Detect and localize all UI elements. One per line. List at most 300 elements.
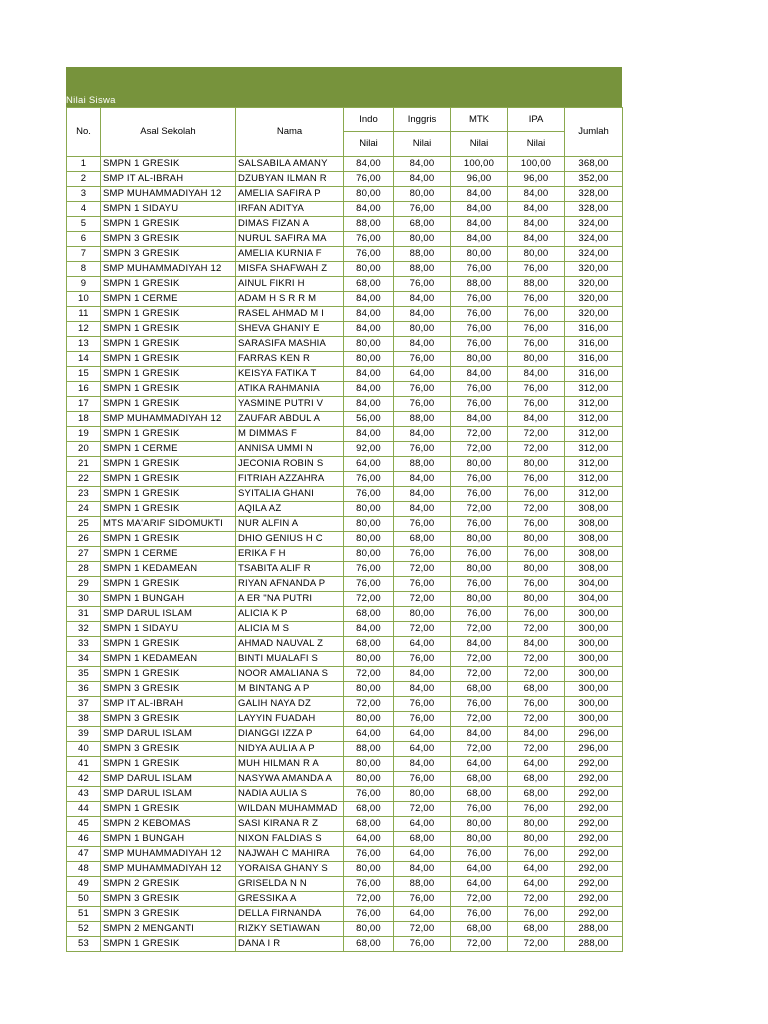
cell-mtk: 72,00 [451,742,508,757]
cell-no: 34 [67,652,101,667]
cell-name: MUH HILMAN R A [236,757,344,772]
cell-no: 40 [67,742,101,757]
cell-no: 32 [67,622,101,637]
cell-indo: 68,00 [344,607,394,622]
cell-ipa: 64,00 [508,862,565,877]
cell-no: 18 [67,412,101,427]
cell-no: 11 [67,307,101,322]
cell-mtk: 84,00 [451,367,508,382]
cell-no: 33 [67,637,101,652]
cell-no: 30 [67,592,101,607]
cell-school: SMPN 1 GRESIK [101,367,236,382]
cell-name: NAJWAH C MAHIRA [236,847,344,862]
cell-total: 296,00 [565,727,623,742]
cell-no: 52 [67,922,101,937]
cell-inggris: 76,00 [394,277,451,292]
cell-indo: 80,00 [344,862,394,877]
cell-name: M BINTANG A P [236,682,344,697]
cell-ipa: 72,00 [508,742,565,757]
cell-name: NUR ALFIN A [236,517,344,532]
cell-total: 324,00 [565,217,623,232]
cell-indo: 72,00 [344,592,394,607]
cell-school: SMP DARUL ISLAM [101,787,236,802]
cell-indo: 80,00 [344,187,394,202]
cell-total: 292,00 [565,877,623,892]
cell-mtk: 72,00 [451,502,508,517]
cell-school: SMPN 2 KEBOMAS [101,817,236,832]
cell-name: GRESSIKA A [236,892,344,907]
cell-total: 312,00 [565,472,623,487]
cell-name: RASEL AHMAD M I [236,307,344,322]
table-row [67,172,623,187]
cell-ipa: 68,00 [508,772,565,787]
cell-name: DZUBYAN ILMAN R [236,172,344,187]
cell-ipa: 80,00 [508,457,565,472]
cell-school: SMPN 1 SIDAYU [101,202,236,217]
cell-mtk: 68,00 [451,787,508,802]
table-row [67,307,623,322]
sheet-banner [66,67,622,107]
cell-name: TSABITA ALIF R [236,562,344,577]
header-nilai: Nilai [508,132,565,157]
cell-mtk: 80,00 [451,457,508,472]
cell-indo: 80,00 [344,757,394,772]
cell-school: SMPN 3 GRESIK [101,892,236,907]
cell-total: 312,00 [565,382,623,397]
cell-inggris: 84,00 [394,337,451,352]
cell-ipa: 96,00 [508,172,565,187]
cell-inggris: 64,00 [394,637,451,652]
cell-school: SMPN 3 GRESIK [101,232,236,247]
cell-indo: 72,00 [344,892,394,907]
table-row [67,727,623,742]
cell-inggris: 64,00 [394,367,451,382]
table-row [67,187,623,202]
cell-school: SMPN 1 GRESIK [101,397,236,412]
cell-mtk: 72,00 [451,892,508,907]
cell-indo: 76,00 [344,877,394,892]
cell-total: 300,00 [565,667,623,682]
cell-indo: 80,00 [344,682,394,697]
cell-ipa: 76,00 [508,517,565,532]
cell-no: 4 [67,202,101,217]
cell-ipa: 84,00 [508,187,565,202]
cell-indo: 84,00 [344,322,394,337]
cell-total: 328,00 [565,202,623,217]
cell-ipa: 80,00 [508,592,565,607]
cell-mtk: 76,00 [451,382,508,397]
cell-name: ANNISA UMMI N [236,442,344,457]
cell-no: 49 [67,877,101,892]
cell-ipa: 80,00 [508,247,565,262]
cell-name: AHMAD NAUVAL Z [236,637,344,652]
cell-name: ATIKA RAHMANIA [236,382,344,397]
cell-total: 292,00 [565,862,623,877]
cell-school: SMPN 1 GRESIK [101,667,236,682]
cell-ipa: 80,00 [508,832,565,847]
cell-indo: 76,00 [344,562,394,577]
cell-ipa: 76,00 [508,802,565,817]
cell-no: 2 [67,172,101,187]
table-row [67,637,623,652]
cell-no: 37 [67,697,101,712]
cell-no: 45 [67,817,101,832]
cell-indo: 76,00 [344,472,394,487]
cell-no: 31 [67,607,101,622]
cell-indo: 84,00 [344,382,394,397]
cell-total: 304,00 [565,592,623,607]
cell-total: 308,00 [565,562,623,577]
cell-name: ALICIA K P [236,607,344,622]
cell-ipa: 100,00 [508,157,565,172]
cell-school: SMPN 1 GRESIK [101,577,236,592]
cell-inggris: 84,00 [394,502,451,517]
table-row [67,847,623,862]
cell-ipa: 76,00 [508,262,565,277]
table-row [67,757,623,772]
cell-school: SMPN 1 GRESIK [101,472,236,487]
header-school: Asal Sekolah [101,108,236,157]
cell-inggris: 76,00 [394,547,451,562]
cell-mtk: 64,00 [451,877,508,892]
cell-mtk: 80,00 [451,832,508,847]
header-subject-ipa: IPA [508,108,565,132]
cell-name: DHIO GENIUS H C [236,532,344,547]
cell-name: IRFAN ADITYA [236,202,344,217]
cell-total: 288,00 [565,922,623,937]
cell-no: 22 [67,472,101,487]
cell-no: 53 [67,937,101,952]
cell-school: SMPN 1 CERME [101,547,236,562]
cell-inggris: 76,00 [394,202,451,217]
cell-indo: 80,00 [344,262,394,277]
cell-inggris: 84,00 [394,427,451,442]
cell-total: 324,00 [565,232,623,247]
cell-total: 308,00 [565,517,623,532]
cell-ipa: 84,00 [508,202,565,217]
cell-no: 6 [67,232,101,247]
cell-indo: 64,00 [344,832,394,847]
cell-school: SMPN 1 BUNGAH [101,832,236,847]
cell-mtk: 76,00 [451,487,508,502]
cell-total: 352,00 [565,172,623,187]
cell-ipa: 76,00 [508,847,565,862]
table-row [67,382,623,397]
cell-mtk: 76,00 [451,802,508,817]
cell-inggris: 68,00 [394,532,451,547]
cell-indo: 84,00 [344,202,394,217]
cell-name: M DIMMAS F [236,427,344,442]
table-row [67,607,623,622]
cell-school: SMPN 1 GRESIK [101,382,236,397]
cell-total: 316,00 [565,367,623,382]
cell-indo: 68,00 [344,637,394,652]
header-subject-mtk: MTK [451,108,508,132]
cell-mtk: 72,00 [451,712,508,727]
cell-school: SMP IT AL-IBRAH [101,697,236,712]
cell-mtk: 80,00 [451,562,508,577]
cell-inggris: 76,00 [394,937,451,952]
cell-school: SMPN 1 GRESIK [101,487,236,502]
table-row [67,292,623,307]
cell-mtk: 72,00 [451,427,508,442]
cell-school: SMP MUHAMMADIYAH 12 [101,862,236,877]
cell-indo: 76,00 [344,487,394,502]
cell-no: 21 [67,457,101,472]
cell-name: KEISYA FATIKA T [236,367,344,382]
cell-mtk: 76,00 [451,907,508,922]
cell-ipa: 68,00 [508,922,565,937]
cell-name: ERIKA F H [236,547,344,562]
cell-ipa: 72,00 [508,937,565,952]
cell-name: BINTI MUALAFI S [236,652,344,667]
header-nilai: Nilai [394,132,451,157]
cell-indo: 76,00 [344,787,394,802]
header-subject-inggris: Inggris [394,108,451,132]
cell-no: 51 [67,907,101,922]
cell-school: SMPN 3 GRESIK [101,712,236,727]
table-row [67,532,623,547]
cell-school: SMPN 1 GRESIK [101,157,236,172]
cell-inggris: 88,00 [394,247,451,262]
cell-name: WILDAN MUHAMMAD [236,802,344,817]
table-row [67,412,623,427]
cell-inggris: 64,00 [394,727,451,742]
cell-indo: 64,00 [344,727,394,742]
table-row [67,157,623,172]
cell-ipa: 72,00 [508,427,565,442]
cell-school: SMPN 1 GRESIK [101,217,236,232]
cell-inggris: 88,00 [394,412,451,427]
table-body [67,157,623,952]
cell-school: SMP MUHAMMADIYAH 12 [101,187,236,202]
cell-total: 312,00 [565,397,623,412]
cell-no: 47 [67,847,101,862]
cell-inggris: 84,00 [394,172,451,187]
cell-mtk: 72,00 [451,667,508,682]
cell-total: 292,00 [565,802,623,817]
cell-indo: 76,00 [344,232,394,247]
cell-school: SMPN 1 GRESIK [101,307,236,322]
cell-total: 292,00 [565,757,623,772]
cell-name: ZAUFAR ABDUL A [236,412,344,427]
cell-name: DIMAS FIZAN A [236,217,344,232]
cell-total: 300,00 [565,622,623,637]
cell-school: SMPN 1 BUNGAH [101,592,236,607]
cell-indo: 80,00 [344,547,394,562]
cell-inggris: 80,00 [394,232,451,247]
cell-name: AMELIA SAFIRA P [236,187,344,202]
cell-total: 292,00 [565,847,623,862]
cell-mtk: 68,00 [451,922,508,937]
table-row [67,562,623,577]
cell-name: MISFA SHAFWAH Z [236,262,344,277]
cell-mtk: 68,00 [451,772,508,787]
cell-inggris: 72,00 [394,922,451,937]
table-row [67,877,623,892]
cell-mtk: 80,00 [451,247,508,262]
cell-indo: 68,00 [344,802,394,817]
table-row [67,262,623,277]
cell-ipa: 76,00 [508,607,565,622]
sheet-title: Nilai Siswa [66,95,116,106]
cell-mtk: 68,00 [451,682,508,697]
cell-mtk: 76,00 [451,547,508,562]
cell-mtk: 76,00 [451,397,508,412]
cell-ipa: 84,00 [508,412,565,427]
cell-inggris: 68,00 [394,832,451,847]
cell-school: SMPN 1 GRESIK [101,802,236,817]
cell-ipa: 76,00 [508,382,565,397]
cell-school: MTS MA'ARIF SIDOMUKTI [101,517,236,532]
cell-total: 292,00 [565,907,623,922]
cell-total: 320,00 [565,307,623,322]
cell-ipa: 72,00 [508,712,565,727]
header-no: No. [67,108,101,157]
cell-school: SMPN 1 KEDAMEAN [101,652,236,667]
cell-total: 320,00 [565,277,623,292]
cell-indo: 80,00 [344,712,394,727]
cell-school: SMPN 1 GRESIK [101,352,236,367]
cell-indo: 76,00 [344,172,394,187]
table-row [67,712,623,727]
cell-school: SMPN 1 GRESIK [101,322,236,337]
cell-ipa: 84,00 [508,217,565,232]
cell-indo: 76,00 [344,907,394,922]
cell-inggris: 84,00 [394,682,451,697]
cell-total: 312,00 [565,442,623,457]
cell-name: NADIA AULIA S [236,787,344,802]
cell-inggris: 84,00 [394,292,451,307]
cell-ipa: 88,00 [508,277,565,292]
cell-ipa: 64,00 [508,877,565,892]
cell-name: JECONIA ROBIN S [236,457,344,472]
cell-total: 300,00 [565,682,623,697]
table-row [67,772,623,787]
cell-total: 300,00 [565,637,623,652]
cell-mtk: 64,00 [451,757,508,772]
cell-inggris: 84,00 [394,757,451,772]
cell-name: SALSABILA AMANY [236,157,344,172]
cell-indo: 68,00 [344,277,394,292]
cell-inggris: 64,00 [394,907,451,922]
cell-no: 15 [67,367,101,382]
cell-mtk: 64,00 [451,862,508,877]
cell-school: SMPN 1 GRESIK [101,277,236,292]
table-row [67,502,623,517]
cell-ipa: 76,00 [508,697,565,712]
cell-no: 28 [67,562,101,577]
cell-no: 36 [67,682,101,697]
cell-ipa: 84,00 [508,727,565,742]
cell-no: 27 [67,547,101,562]
cell-no: 23 [67,487,101,502]
cell-inggris: 64,00 [394,742,451,757]
cell-mtk: 72,00 [451,937,508,952]
cell-mtk: 84,00 [451,637,508,652]
cell-total: 316,00 [565,352,623,367]
cell-inggris: 64,00 [394,847,451,862]
cell-no: 17 [67,397,101,412]
cell-total: 292,00 [565,787,623,802]
cell-inggris: 76,00 [394,442,451,457]
table-row [67,802,623,817]
table-row [67,397,623,412]
table-row [67,697,623,712]
cell-no: 10 [67,292,101,307]
cell-name: ALICIA M S [236,622,344,637]
table-row [67,457,623,472]
cell-mtk: 76,00 [451,262,508,277]
table-row [67,892,623,907]
cell-school: SMP DARUL ISLAM [101,772,236,787]
cell-school: SMPN 3 GRESIK [101,742,236,757]
cell-no: 3 [67,187,101,202]
cell-name: YORAISA GHANY S [236,862,344,877]
cell-mtk: 84,00 [451,217,508,232]
header-nilai: Nilai [344,132,394,157]
cell-inggris: 80,00 [394,787,451,802]
cell-total: 300,00 [565,607,623,622]
table-row [67,487,623,502]
cell-no: 7 [67,247,101,262]
cell-ipa: 84,00 [508,637,565,652]
cell-inggris: 76,00 [394,697,451,712]
table-row [67,277,623,292]
cell-school: SMP IT AL-IBRAH [101,172,236,187]
cell-inggris: 84,00 [394,157,451,172]
table-row [67,817,623,832]
cell-total: 312,00 [565,487,623,502]
cell-no: 19 [67,427,101,442]
table-row [67,247,623,262]
cell-total: 312,00 [565,427,623,442]
cell-name: NASYWA AMANDA A [236,772,344,787]
cell-name: SARASIFA MASHIA [236,337,344,352]
cell-inggris: 76,00 [394,892,451,907]
cell-school: SMP MUHAMMADIYAH 12 [101,847,236,862]
cell-inggris: 84,00 [394,862,451,877]
cell-no: 29 [67,577,101,592]
cell-indo: 72,00 [344,697,394,712]
cell-ipa: 72,00 [508,622,565,637]
cell-total: 308,00 [565,502,623,517]
cell-total: 316,00 [565,337,623,352]
cell-indo: 84,00 [344,367,394,382]
cell-mtk: 76,00 [451,472,508,487]
cell-mtk: 80,00 [451,817,508,832]
cell-total: 288,00 [565,937,623,952]
cell-ipa: 68,00 [508,682,565,697]
cell-mtk: 72,00 [451,622,508,637]
cell-mtk: 84,00 [451,412,508,427]
cell-inggris: 76,00 [394,382,451,397]
cell-indo: 80,00 [344,772,394,787]
cell-total: 324,00 [565,247,623,262]
cell-inggris: 68,00 [394,217,451,232]
cell-school: SMPN 1 GRESIK [101,637,236,652]
table-row [67,592,623,607]
cell-school: SMPN 2 MENGANTI [101,922,236,937]
cell-inggris: 76,00 [394,652,451,667]
cell-indo: 84,00 [344,292,394,307]
cell-school: SMPN 1 GRESIK [101,457,236,472]
cell-no: 42 [67,772,101,787]
cell-mtk: 76,00 [451,847,508,862]
cell-school: SMPN 1 CERME [101,442,236,457]
cell-no: 43 [67,787,101,802]
cell-total: 308,00 [565,547,623,562]
